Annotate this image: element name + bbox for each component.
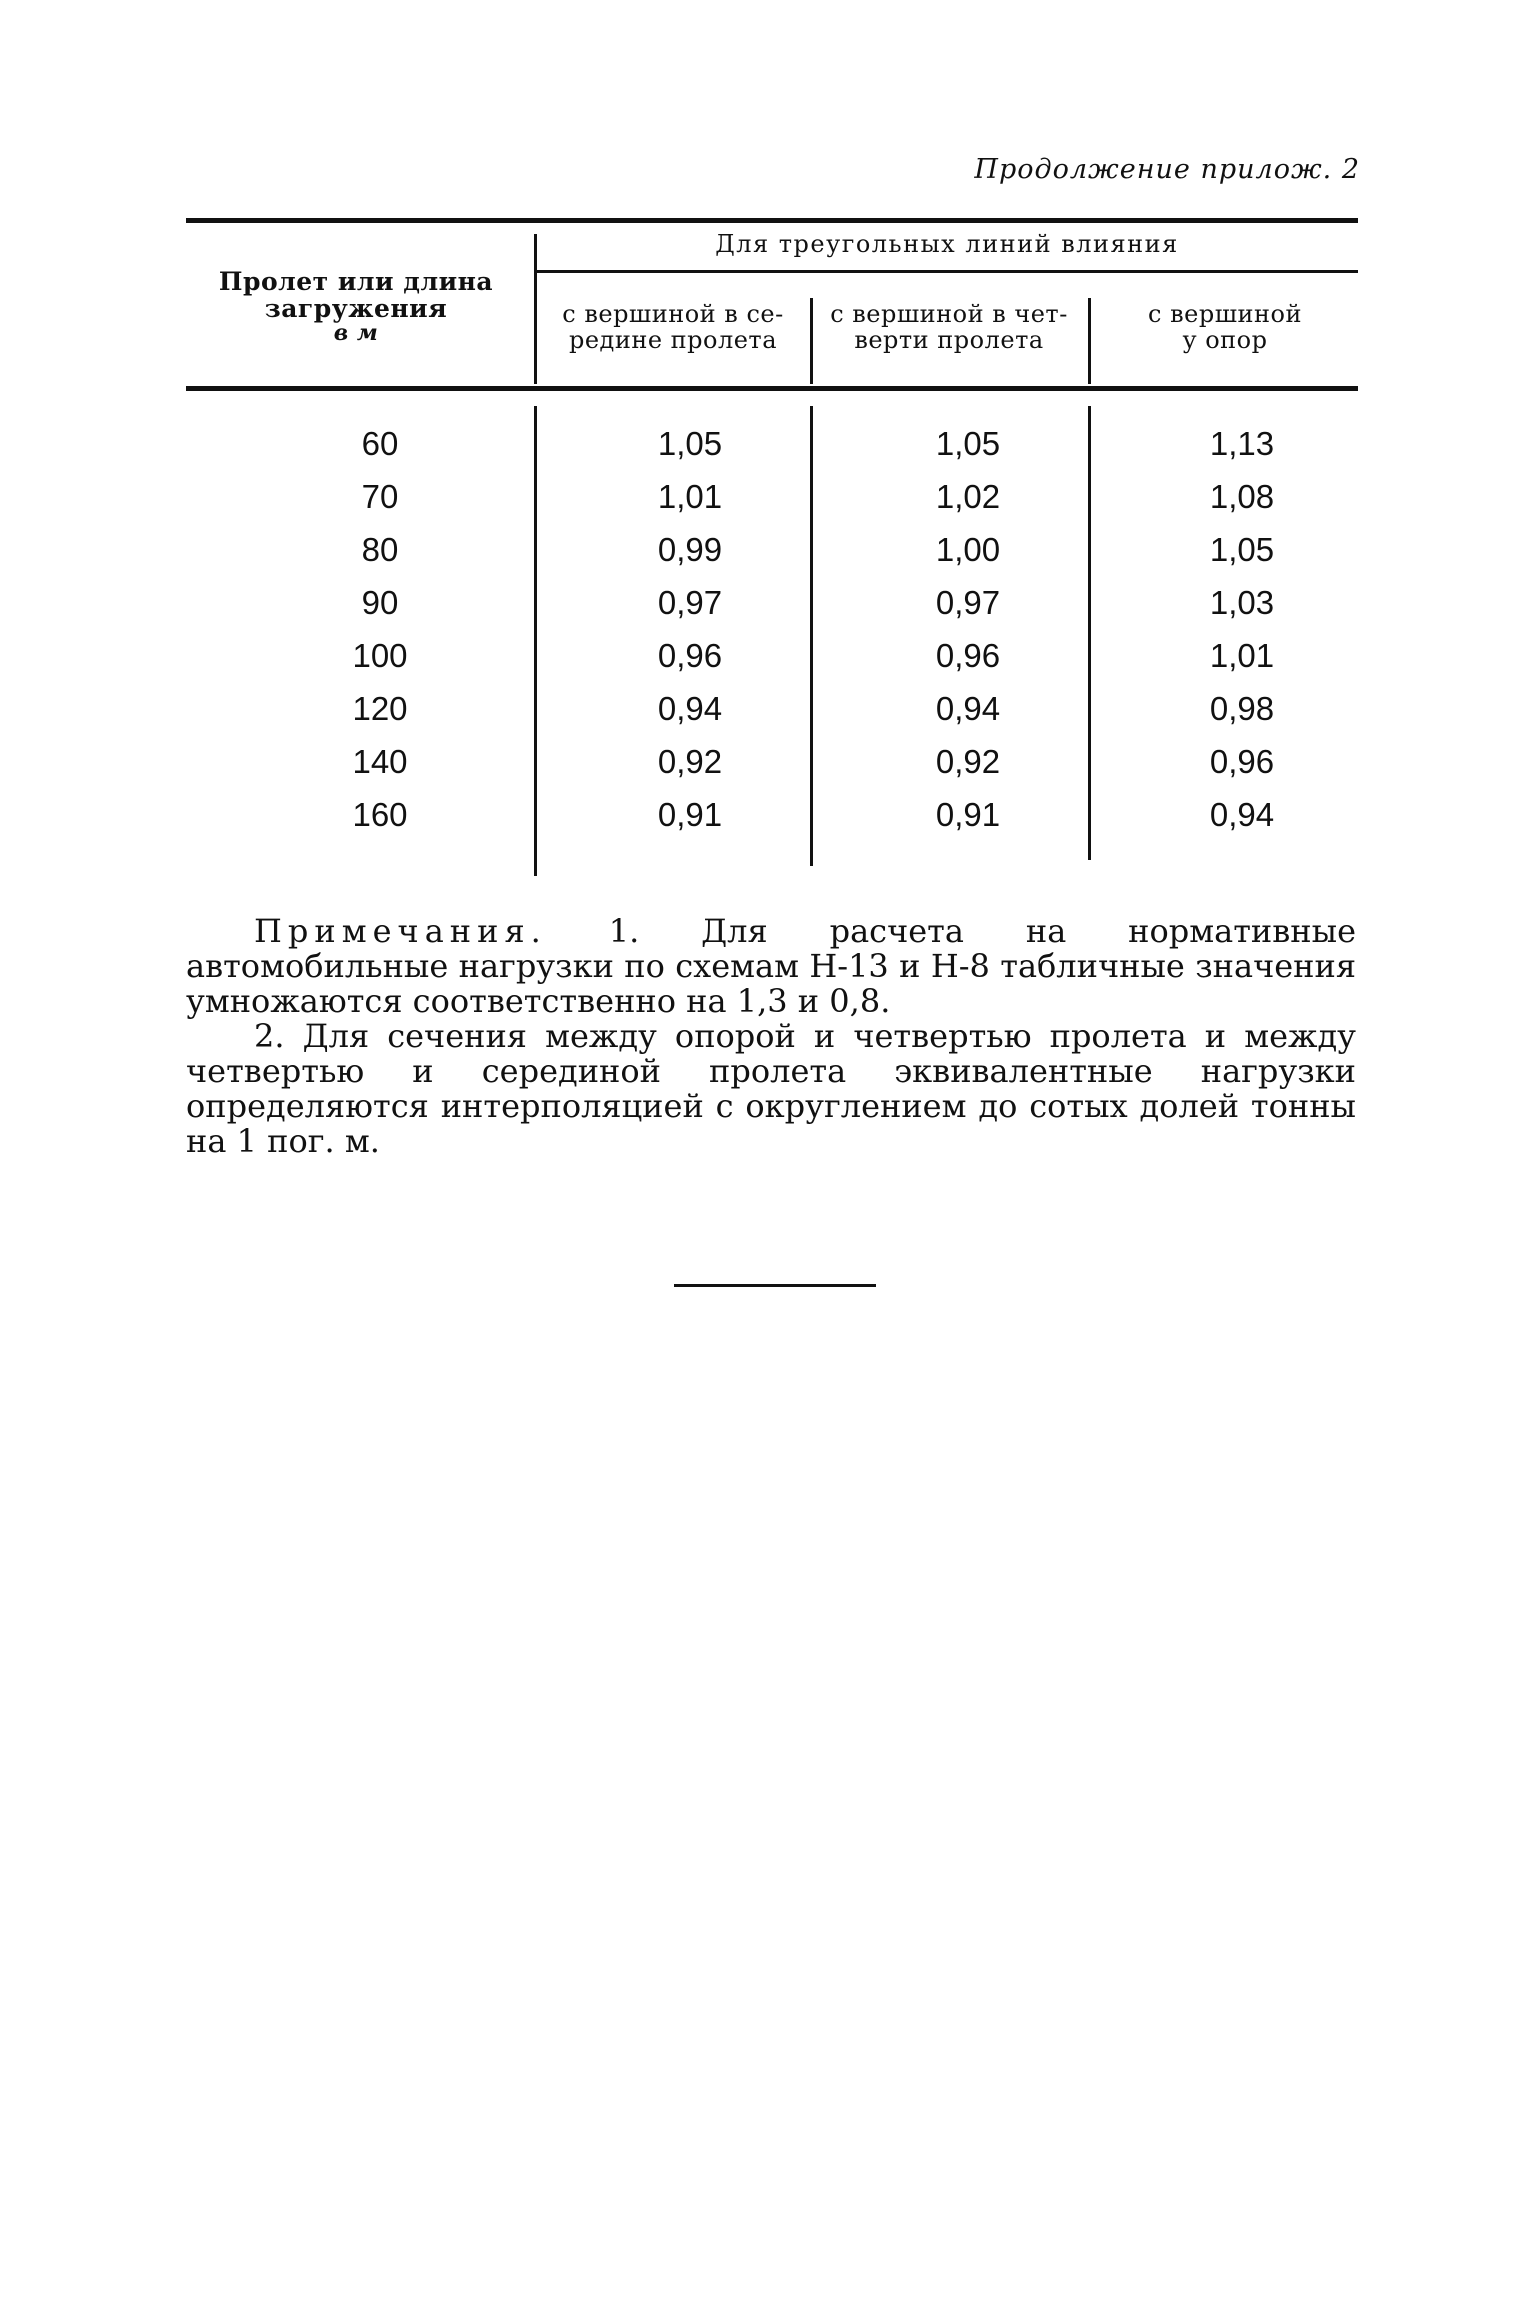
span-cell: 120	[352, 690, 408, 727]
header-divider-1	[534, 234, 537, 384]
span-header-line1: Пролет или длина	[218, 267, 494, 296]
quarter-span-value: 0,96	[935, 637, 1001, 674]
span-cell: 90	[361, 584, 399, 621]
span-cell: 140	[352, 743, 408, 780]
note-2-text: 2. Для сечения между опорой и четвертью пролета и между четвертью и серединой пролета эквивалентные нагрузки определяются интерполяцией с округлением до сотых долей тонны на 1 пог. м.	[186, 1017, 1356, 1160]
note-1	[186, 914, 1356, 1019]
quarter-span-value: 0,97	[935, 584, 1001, 621]
span-column-header	[186, 268, 526, 346]
span-cell: 80	[361, 531, 399, 568]
table-top-rule	[186, 218, 1358, 223]
quarter-span-value: 0,92	[935, 743, 1001, 780]
subheader-supports-line1: с вершиной	[1148, 300, 1302, 328]
header-divider-3	[1088, 298, 1091, 384]
mid-span-value: 0,91	[657, 796, 723, 833]
subheader-mid-span	[538, 302, 808, 354]
subheader-quarter-span-line2: верти пролета	[854, 325, 1044, 354]
header-divider-2	[810, 298, 813, 384]
quarter-span-value: 0,91	[935, 796, 1001, 833]
subheader-supports	[1092, 302, 1358, 354]
subheader-supports-line2: у опор	[1182, 325, 1268, 354]
mid-span-value: 0,97	[657, 584, 723, 621]
mid-span-value: 0,94	[657, 690, 723, 727]
mid-span-value: 0,92	[657, 743, 723, 780]
subheader-quarter-span-line1: с вершиной в чет-	[830, 300, 1068, 328]
note-2	[186, 1019, 1356, 1159]
body-divider-3	[1088, 406, 1091, 860]
supports-value: 1,03	[1209, 584, 1275, 621]
subheader-mid-span-line2: редине пролета	[568, 325, 777, 354]
supports-value: 0,94	[1209, 796, 1275, 833]
mid-span-value: 1,01	[657, 478, 723, 515]
quarter-span-value: 1,00	[935, 531, 1001, 568]
quarter-span-value: 1,05	[935, 425, 1001, 462]
notes-heading: Примечания.	[254, 912, 547, 950]
subheader-mid-span-line1: с вершиной в се-	[562, 300, 784, 328]
span-cell: 100	[352, 637, 408, 674]
supports-value: 0,98	[1209, 690, 1275, 727]
note-1-text: 1. Для расчета на нормативные автомобильные нагрузки по схемам Н-13 и Н-8 табличные значения умножаются соответственно на 1,3 и 0,8.	[186, 912, 1357, 1020]
span-header-line3: в м	[333, 320, 379, 346]
notes-section	[186, 914, 1356, 1159]
span-cell: 160	[352, 796, 408, 833]
triangular-lines-group-header: Для треугольных линий влияния	[715, 230, 1179, 258]
mid-span-value: 0,99	[657, 531, 723, 568]
closing-rule	[674, 1284, 876, 1287]
body-divider-1	[534, 406, 537, 876]
quarter-span-value: 0,94	[935, 690, 1001, 727]
supports-value: 1,13	[1209, 425, 1275, 462]
supports-value: 1,08	[1209, 478, 1275, 515]
supports-value: 0,96	[1209, 743, 1275, 780]
span-header-line2: загружения	[264, 294, 448, 323]
span-cell: 60	[361, 425, 399, 462]
mid-span-value: 0,96	[657, 637, 723, 674]
group-header-rule	[536, 270, 1358, 273]
body-divider-2	[810, 406, 813, 866]
supports-value: 1,01	[1209, 637, 1275, 674]
continuation-label: Продолжение прилож. 2	[974, 154, 1360, 185]
quarter-span-value: 1,02	[935, 478, 1001, 515]
header-bottom-rule	[186, 386, 1358, 391]
span-cell: 70	[361, 478, 399, 515]
subheader-quarter-span	[814, 302, 1084, 354]
mid-span-value: 1,05	[657, 425, 723, 462]
supports-value: 1,05	[1209, 531, 1275, 568]
